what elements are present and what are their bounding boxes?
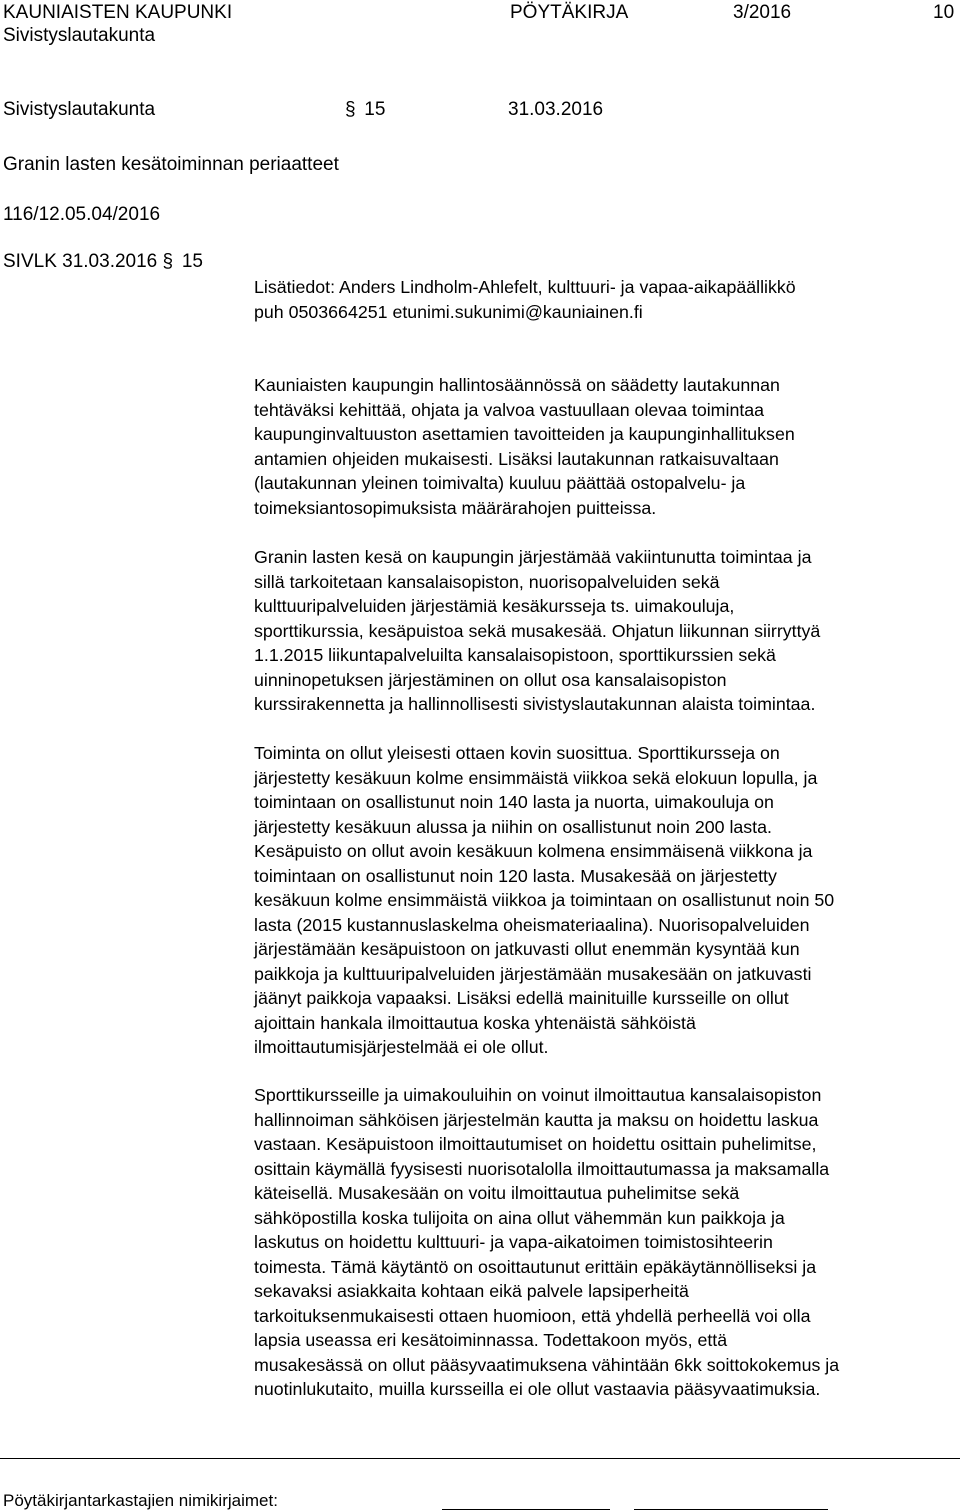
text-line: kulttuuripalveluiden järjestämiä kesäkursseja ts. uimakouluja,	[254, 596, 735, 616]
paragraph-4	[254, 1083, 960, 1402]
text-line: (lautakunnan yleinen toimivalta) kuuluu päättää ostopalvelu- ja	[254, 473, 746, 493]
board-name: Sivistyslautakunta	[3, 25, 156, 46]
text-line: kaupunginvaltuuston asettamien tavoitteiden ja kaupunginhallituksen	[254, 424, 795, 444]
text-line: sähköpostilla koska tulijoita on aina ollut vähemmän kun paikkoja ja	[254, 1207, 785, 1228]
footer-divider	[0, 1458, 960, 1459]
initials-line	[634, 1509, 828, 1510]
section-sign-icon: §	[162, 251, 174, 272]
meeting-board: Sivistyslautakunta	[3, 99, 156, 120]
text-line: ajoittain hankala ilmoittautua koska yhtenäistä sähköistä	[254, 1012, 696, 1033]
text-line: jäänyt paikkoja vapaaksi. Lisäksi edellä mainituille kursseille on ollut	[254, 988, 789, 1008]
reference-number: 116/12.05.04/2016	[3, 204, 161, 225]
contact-line: Lisätiedot: Anders Lindholm-Ahlefelt, kulttuuri- ja vapaa-aikapäällikkö	[254, 277, 796, 297]
text-line: kesäkuun kolme ensimmäistä viikkoa ja toimintaan on osallistunut noin 50	[254, 890, 835, 910]
text-line: ilmoittautumisjärjestelmää ei ole ollut.	[254, 1037, 549, 1057]
document-number: 3/2016	[733, 2, 792, 23]
meeting-date: 31.03.2016	[508, 99, 604, 120]
text-line: Toiminta on ollut yleisesti ottaen kovin suosittua. Sporttikursseja on	[254, 743, 780, 763]
text-line: Kesäpuisto on ollut avoin kesäkuun kolmena ensimmäisenä viikkona ja	[254, 841, 813, 861]
text-line: käteisellä. Musakesään on voitu ilmoittautua puhelimitse sekä	[254, 1183, 740, 1203]
text-line: toimintaan on osallistunut noin 140 lasta ja nuorta, uimakouluja on	[254, 792, 774, 812]
initials-line	[442, 1509, 610, 1510]
contact-info	[254, 275, 960, 324]
text-line: järjestetty kesäkuun kolme ensimmäistä viikkoa sekä elokuun lopulla, ja	[254, 767, 818, 788]
text-line: antamien ohjeiden mukaisesti. Lisäksi lautakunnan ratkaisuvaltaan	[254, 448, 779, 469]
text-line: toimeksiantosopimuksista määrärahojen puitteissa.	[254, 497, 657, 518]
text-line: lapsia useassa eri kesätoiminnassa. Todettakoon myös, että	[254, 1330, 728, 1350]
meeting-section-number: 15	[364, 99, 386, 120]
prior-handling	[3, 250, 203, 275]
text-line: uinninopetuksen järjestäminen on ollut osa kansalaisopiston	[254, 669, 727, 690]
page-title: Granin lasten kesätoiminnan periaatteet	[3, 154, 339, 175]
text-line: sporttikurssia, kesäpuistoa sekä musakesää. Ohjatun liikunnan siirryttyä	[254, 620, 821, 641]
text-line: järjestämään kesäpuistoon on jatkuvasti ollut enemmän kysyntää kun	[254, 939, 800, 959]
text-line: tehtäväksi kehittää, ohjata ja valvoa vastuullaan olevaa toimintaa	[254, 399, 765, 420]
text-line: Granin lasten kesä on kaupungin järjestämää vakiintunutta toimintaa ja	[254, 547, 812, 567]
paragraph-2	[254, 545, 960, 717]
text-line: musakesässä on ollut pääsyvaatimuksena vähintään 6kk soittokokemus ja	[254, 1354, 840, 1375]
text-line: tarkoituksenmukaisesti ottaen huomioon, että yhdellä perheellä voi olla	[254, 1305, 811, 1326]
prior-handling-label: SIVLK 31.03.2016	[3, 251, 158, 272]
paragraph-3	[254, 741, 960, 1060]
text-line: paikkoja ja kulttuuripalveluiden järjestämään musakesään on jatkuvasti	[254, 963, 812, 984]
text-line: Sporttikursseille ja uimakouluihin on voinut ilmoittautua kansalaisopiston	[254, 1085, 822, 1105]
meeting-section	[345, 98, 385, 123]
organization-name: KAUNIAISTEN KAUPUNKI	[3, 2, 233, 23]
text-line: kurssirakennetta ja hallinnollisesti sivistyslautakunnan alaista toimintaa.	[254, 694, 816, 714]
text-line: lasta (2015 kustannuslaskelma oheismateriaalina). Nuorisopalveluiden	[254, 914, 810, 935]
text-line: nuotinlukutaito, muilla kursseilla ei ole ollut vastaavia pääsyvaatimuksia.	[254, 1379, 821, 1399]
section-sign-icon: §	[345, 99, 356, 120]
document-type: PÖYTÄKIRJA	[510, 2, 629, 23]
footer-label: Pöytäkirjantarkastajien nimikirjaimet:	[3, 1491, 278, 1510]
text-line: vastaan. Kesäpuistoon ilmoittautumiset on hoidettu osittain puhelimitse,	[254, 1134, 817, 1154]
text-line: sillä tarkoitetaan kansalaisopiston, nuorisopalveluiden sekä	[254, 571, 720, 592]
text-line: Kauniaisten kaupungin hallintosäännössä on säädetty lautakunnan	[254, 375, 780, 395]
text-line: sekavaksi asiakkaita kohtaan eikä palvele lapsiperheitä	[254, 1281, 689, 1301]
text-line: 1.1.2015 liikuntapalveluilta kansalaisopistoon, sporttikurssien sekä	[254, 645, 776, 665]
prior-section-number: 15	[181, 251, 203, 272]
text-line: toimesta. Tämä käytäntö on osoittautunut erittäin epäkäytännölliseksi ja	[254, 1256, 817, 1277]
page-number: 10	[933, 2, 955, 23]
text-line: laskutus on hoidettu kulttuuri- ja vapa-aikatoimen toimistosihteerin	[254, 1232, 773, 1252]
text-line: hallinnoiman sähköisen järjestelmän kautta ja maksu on hoidettu laskua	[254, 1109, 819, 1130]
paragraph-1	[254, 373, 960, 520]
text-line: toimintaan on osallistunut noin 120 lasta. Musakesää on järjestetty	[254, 865, 777, 886]
text-line: osittain käymällä fyysisesti nuorisotalolla ilmoittautumassa ja maksamalla	[254, 1158, 830, 1179]
text-line: järjestetty kesäkuun alussa ja niihin on osallistunut noin 200 lasta.	[254, 816, 772, 837]
contact-line: puh 0503664251 etunimi.sukunimi@kauniainen.fi	[254, 301, 643, 322]
